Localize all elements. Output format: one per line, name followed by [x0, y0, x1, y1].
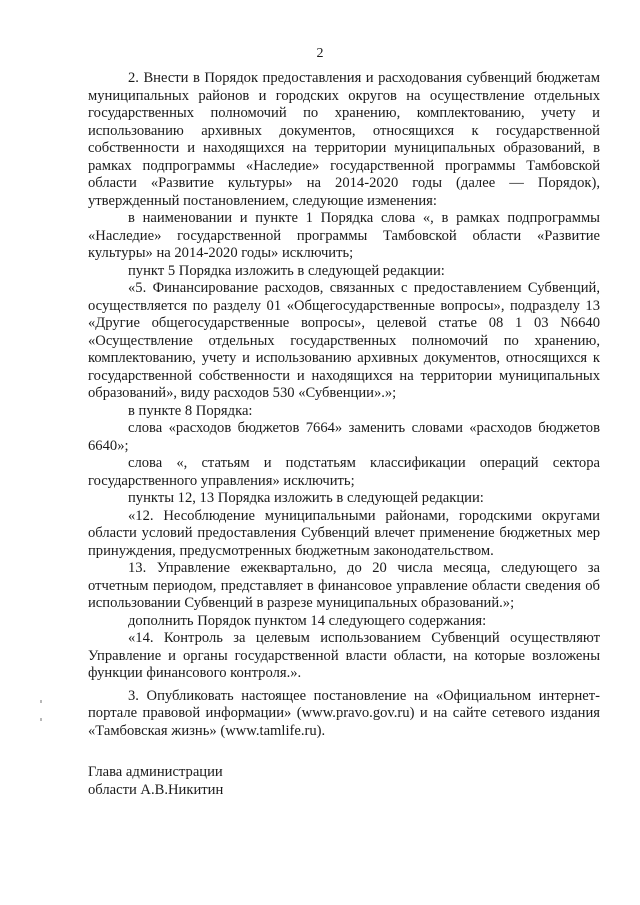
- paragraph-items12-13-intro: пункты 12, 13 Порядка изложить в следующей редакции:: [128, 490, 484, 506]
- paragraph-item8-words-replace: слова «расходов бюджетов 7664» заменить словами «расходов бюджетов 6640»;: [88, 420, 600, 454]
- paragraph-publication: 3. Опубликовать настоящее постановление на «Официальном интернет-портале правовой информации» (www.pravo.gov.ru) и на сайте сетевого издания «Тамбовская жизнь» (www.tamlife.ru).: [88, 687, 600, 739]
- signature-title: Глава администрации: [88, 764, 223, 780]
- paragraph-item5-text: «5. Финансирование расходов, связанных с предоставлением Субвенций, осуществляется по разделу 01 «Общегосударственные вопросы», подразделу 13 «Другие общегосударственные вопросы», целевой статье 08 1 03 N6640 «Осуществление отдельных государственных полномочий по хранению, комплектованию, учету и использованию архивных документов, относящихся к государственной собственности и находящихся на территории муниципальных образований», виду расходов 530 «Субвенции».»;: [88, 280, 600, 401]
- paragraph-item5-intro: пункт 5 Порядка изложить в следующей редакции:: [128, 262, 445, 279]
- signature-block: [88, 764, 388, 799]
- signature-name: области А.В.Никитин: [88, 781, 224, 798]
- page-number: 2: [316, 46, 324, 61]
- paragraph-item8-intro: в пункте 8 Порядка:: [128, 402, 253, 419]
- paragraph-item12-text: «12. Несоблюдение муниципальными районами, городскими округами области условий предоставления Субвенций влечет применение бюджетных мер принуждения, предусмотренных бюджетным законодательством.: [88, 507, 600, 559]
- margin-scan-mark: [40, 700, 42, 703]
- paragraph-item14-text: «14. Контроль за целевым использованием Субвенций осуществляют Управление и органы государственной власти области, на которые возложены функции финансового контроля.».: [88, 630, 600, 681]
- paragraph-title-change: в наименовании и пункте 1 Порядка слова «, в рамках подпрограммы «Наследие» государственной программы Тамбовской области «Развитие культуры» на 2014-2020 годы» исключить;: [88, 210, 600, 261]
- paragraph-amendment-intro: 2. Внести в Порядок предоставления и расходования субвенций бюджетам муниципальных районов и городских округов на осуществление отдельных государственных полномочий по хранению, комплектованию, учету и использованию архивных документов, относящихся к государственной собственности и находящихся на территории муниципальных образований, в рамках подпрограммы «Наследие» государственной программы Тамбовской области «Развитие культуры» на 2014-2020 годы (далее — Порядок), утвержденный постановлением, следующие изменения:: [88, 70, 600, 209]
- margin-scan-mark: [40, 718, 42, 721]
- paragraph-item8-words-remove: слова «, статьям и подстатьям классификации операций сектора государственного управления» исключить;: [88, 455, 600, 489]
- paragraph-item14-intro: дополнить Порядок пунктом 14 следующего содержания:: [128, 612, 487, 629]
- paragraph-item13-text: 13. Управление ежеквартально, до 20 числа месяца, следующего за отчетным периодом, представляет в финансовое управление области сведения об использовании Субвенций в разрезе муниципальных образований.»;: [88, 560, 600, 611]
- document-body: [88, 70, 600, 740]
